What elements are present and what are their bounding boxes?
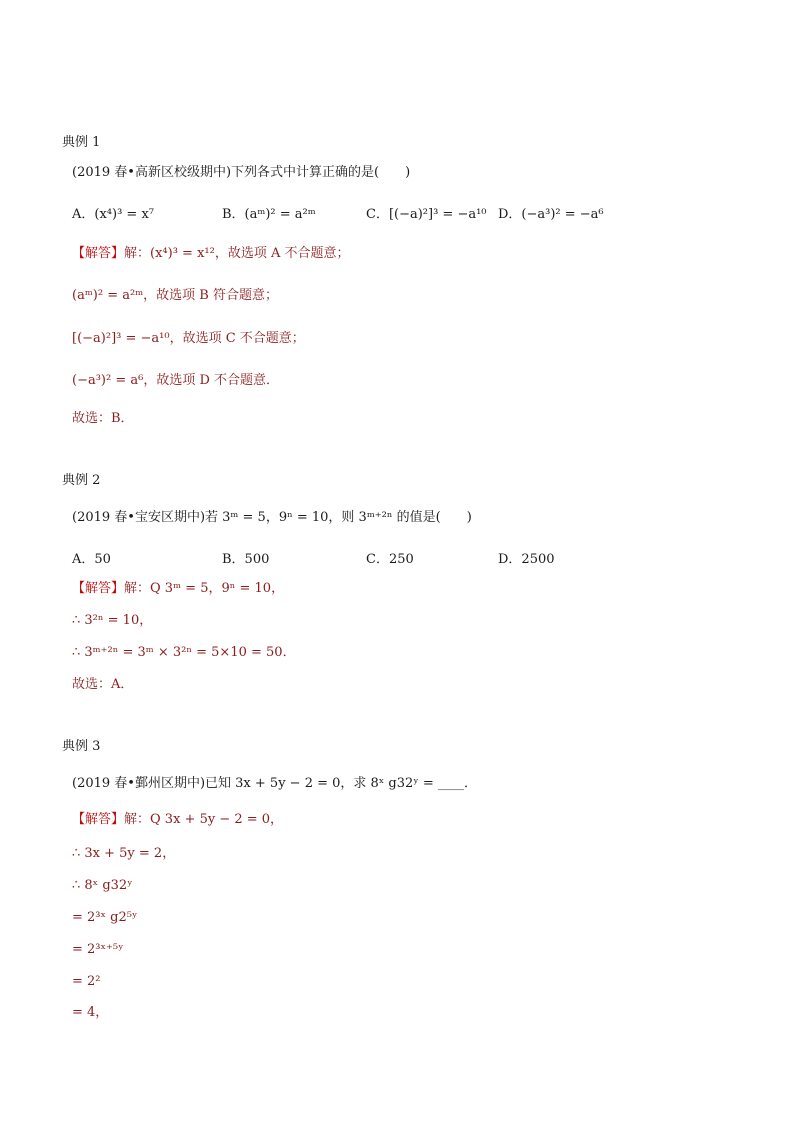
example-3-solution-line-3: ∴ 8ˣ g32ʸ xyxy=(72,878,133,893)
example-1-option-a: A．(x⁴)³ = x⁷ xyxy=(72,207,154,222)
example-3-solution-line-1 xyxy=(72,812,283,828)
answer-tag: 【解答】 xyxy=(72,812,125,827)
answer-tag: 【解答】 xyxy=(72,581,125,596)
example-2-heading: 典例 2 xyxy=(62,473,101,488)
example-2-solution-line-2: ∴ 3²ⁿ = 10， xyxy=(72,613,153,628)
example-2-option-a: A．50 xyxy=(72,552,111,567)
example-2-solution-line-3: ∴ 3ᵐ⁺²ⁿ = 3ᵐ × 3²ⁿ = 5×10 = 50． xyxy=(72,645,296,660)
example-1-choice: 故选：B． xyxy=(72,411,134,426)
solution-text: 解：Q 3x + 5y − 2 = 0， xyxy=(124,812,284,827)
example-1-solution-line-2: (aᵐ)² = a²ᵐ，故选项 B 符合题意； xyxy=(72,288,278,303)
example-2-option-b: B．500 xyxy=(222,552,270,567)
example-1-option-d: D．(−a³)² = −a⁶ xyxy=(498,207,604,222)
example-1-heading: 典例 1 xyxy=(62,135,101,150)
example-2-solution-line-1 xyxy=(72,581,284,597)
solution-text: 解：(x⁴)³ = x¹²，故选项 A 不合题意； xyxy=(124,246,350,261)
example-3-solution-line-6: = 2² xyxy=(72,974,101,989)
example-1-solution-line-4: (−a³)² = a⁶，故选项 D 不合题意． xyxy=(72,373,280,388)
example-3-question: (2019 春•鄞州区期中)已知 3x + 5y − 2 = 0，求 8ˣ g32ʸ = ____． xyxy=(72,776,477,791)
answer-tag: 【解答】 xyxy=(72,246,125,261)
example-1-question: (2019 春•高新区校级期中)下列各式中计算正确的是( ) xyxy=(72,165,411,180)
example-2-option-c: C．250 xyxy=(366,552,414,567)
example-1-option-b: B．(aᵐ)² = a²ᵐ xyxy=(222,207,316,222)
example-2-option-d: D．2500 xyxy=(498,552,555,567)
example-3-solution-line-4: = 2³ˣ g2⁵ʸ xyxy=(72,910,138,925)
example-3-solution-line-2: ∴ 3x + 5y = 2， xyxy=(72,846,176,861)
example-1-option-c: C．[(−a)²]³ = −a¹⁰ xyxy=(366,207,487,222)
example-2-question: (2019 春•宝安区期中)若 3ᵐ = 5，9ⁿ = 10，则 3ᵐ⁺²ⁿ 的值是( ) xyxy=(72,510,472,525)
example-3-heading: 典例 3 xyxy=(62,739,101,754)
example-2-choice: 故选：A． xyxy=(72,677,134,692)
solution-text: 解：Q 3ᵐ = 5，9ⁿ = 10， xyxy=(124,581,285,596)
example-3-solution-line-7: = 4， xyxy=(72,1005,109,1020)
example-1-solution-line-3: [(−a)²]³ = −a¹⁰，故选项 C 不合题意； xyxy=(72,331,305,346)
example-3-solution-line-5: = 2³ˣ⁺⁵ʸ xyxy=(72,942,124,957)
example-1-solution-line-1 xyxy=(72,246,349,262)
